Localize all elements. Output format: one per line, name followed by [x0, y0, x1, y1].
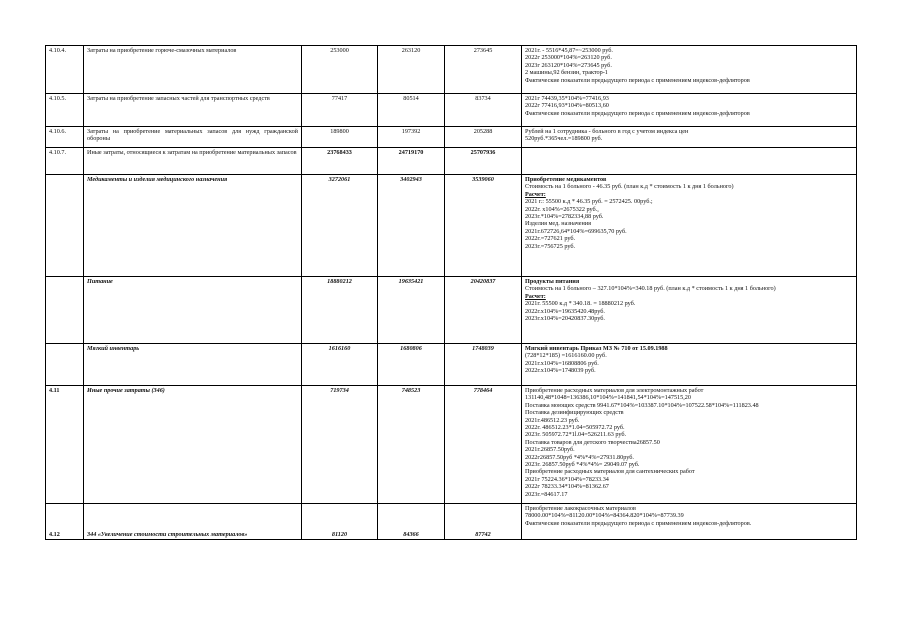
row-notes — [522, 344, 857, 386]
row-code — [46, 277, 84, 344]
note-line: 2022г 253000*104%=263120 руб. — [525, 54, 612, 62]
calc-label: Расчет: — [525, 292, 546, 300]
note-line: 2022г 78233.34*104%=81362.67 — [525, 483, 609, 491]
value-2023: 20420837 — [445, 277, 522, 344]
value-2023: 205288 — [445, 127, 522, 148]
budget-table — [45, 45, 857, 540]
calc-line: 2022г.х104%=19635420.48руб. — [525, 307, 605, 315]
value-2021: 719734 — [302, 386, 378, 504]
value-2021: 3272061 — [302, 175, 378, 277]
note-line: 2021г.486512.23 руб. — [525, 416, 580, 424]
note-line: 2023г. 26857.50руб *4%*4%= 29049.07 руб. — [525, 461, 640, 469]
value-2023: 25707936 — [445, 148, 522, 175]
value-2022: 748523 — [378, 386, 445, 504]
note-line: 2021г 75224.36*104%=78233.34 — [525, 475, 609, 483]
row-name: Иные затраты, относящиеся к затратам на приобретение материальных запасов — [84, 148, 302, 175]
value-2021: 81120 — [302, 504, 378, 540]
row-notes — [522, 127, 857, 148]
row-code — [46, 175, 84, 277]
note-line: Фактические показатели предыдущего периода с применением индексов-дефляторов — [525, 76, 750, 84]
note-line: 2021г. - 5516*45,87=~253000 руб. — [525, 47, 613, 54]
row-notes — [522, 148, 857, 175]
calc-line: 2022г. х104%=2675322 руб., — [525, 205, 599, 213]
calc-line: 2023г.=756725 руб. — [525, 242, 576, 250]
row-notes — [522, 504, 857, 540]
note-heading: Приобретение медикаментов — [525, 176, 607, 183]
budget-table-page — [45, 45, 856, 540]
note-line: 2022г26857.50руб *4%*4%=27931.80руб. — [525, 453, 634, 461]
value-2022: 1680806 — [378, 344, 445, 386]
row-name: Затраты на приобретение запасных частей для транспортных средств — [84, 94, 302, 127]
row-notes — [522, 386, 857, 504]
value-2023: 273645 — [445, 46, 522, 94]
value-2021: 1616160 — [302, 344, 378, 386]
note-line: Приобретение расходных материалов для сантехнических работ — [525, 468, 695, 476]
value-2022: 80514 — [378, 94, 445, 127]
row-name: Затраты на приобретение материальных запасов для нужд гражданской обороны — [84, 127, 302, 148]
note-heading: Продукты питания — [525, 278, 580, 285]
note-line: 2021г.х104%=16808806 руб. — [525, 359, 599, 367]
calc-line: 2021г.672726,64*104%=699635,70 руб. — [525, 227, 627, 235]
table-row — [46, 386, 857, 504]
table-row — [46, 94, 857, 127]
note-line: 2023г.=84617.17 — [525, 490, 568, 498]
calc-line: 2023г.*104%=2782334,88 руб. — [525, 213, 604, 221]
table-row — [46, 148, 857, 175]
note-line: 2021г 74439,35*104%=77416,93 — [525, 95, 609, 102]
value-2023: 83734 — [445, 94, 522, 127]
value-2021: 189800 — [302, 127, 378, 148]
note-line: Фактические показатели предыдущего периода с применением индексов-дефляторов — [525, 109, 750, 117]
value-2023: 1748039 — [445, 344, 522, 386]
note-line: Приобретение лакокрасочных материалов — [525, 505, 636, 512]
table-row — [46, 175, 857, 277]
table-row — [46, 127, 857, 148]
note-line: Рублей на 1 сотрудника - больного в год с учетом индекса цен — [525, 128, 689, 135]
note-line: 2022г. 486512.23*1.04=505972.72 руб. — [525, 424, 625, 432]
note-line: Поставка дезинфицирующих средств — [525, 409, 624, 417]
row-name: Иные прочие затраты (346) — [84, 386, 302, 504]
row-notes — [522, 46, 857, 94]
note-line: 2022г.х104%=1748039 руб. — [525, 367, 596, 375]
value-2023: 3539060 — [445, 175, 522, 277]
row-name: Затраты на приобретение горюче-смазочных материалов — [84, 46, 302, 94]
row-name: 344 «Увеличение стоимости строительных материалов» — [84, 504, 302, 540]
value-2022: 197392 — [378, 127, 445, 148]
note-line: 131140,48*1048=136386,10*104%=141841,54*104%=147515,20 — [525, 394, 691, 402]
note-line: Приобретение расходных материалов для электромонтажных работ — [525, 387, 704, 394]
note-line: 2023г. 505972.72*1l.04=526211.63 руб. — [525, 431, 627, 439]
note-line: 2021г.26857.50руб. — [525, 446, 575, 454]
note-line: Фактические показатели предыдущего периода с применением индексов-дефляторов. — [525, 519, 752, 527]
note-line: 2023г 263120*104%=273645 руб. — [525, 61, 612, 69]
note-heading: Мягкий инвентарь Приказ МЗ № 710 от 15.09.1988 — [525, 345, 668, 352]
calc-line: 2021г. 55500 к.д * 340.18. = 18880212 руб. — [525, 300, 636, 308]
calc-label: Расчет: — [525, 190, 546, 198]
row-notes — [522, 175, 857, 277]
row-code: 4.10.4. — [46, 46, 84, 94]
calc-line: Изделия мед. назначения — [525, 220, 591, 228]
row-notes — [522, 277, 857, 344]
row-code: 4.10.5. — [46, 94, 84, 127]
note-line: 78000.00*104%=81120.00*104%=84364.820*104%=87739.39 — [525, 512, 684, 520]
table-row — [46, 46, 857, 94]
note-line: Стоимость на 1 больного – 327.10*104%=340.18 руб. (план к.д * стоимость 1 к дня 1 больного) — [525, 285, 776, 293]
row-code — [46, 344, 84, 386]
value-2023: 87742 — [445, 504, 522, 540]
table-row — [46, 277, 857, 344]
value-2021: 77417 — [302, 94, 378, 127]
value-2021: 18880212 — [302, 277, 378, 344]
row-name: Питание — [84, 277, 302, 344]
value-2022: 3402943 — [378, 175, 445, 277]
note-line: 520руб.*365чел.=189800 руб. — [525, 135, 603, 143]
note-line: (728*12*185) =1616160.00 руб. — [525, 352, 607, 360]
value-2021: 253000 — [302, 46, 378, 94]
calc-line: 2022г.=727621 руб. — [525, 235, 576, 243]
note-line: Стоимость на 1 больного - 46.35 руб. (план к.д * стоимость 1 к дня 1 больного) — [525, 183, 734, 191]
calc-line: 2021 г.: 55500 к.д * 46.35 руб. = 2572425. 00руб.; — [525, 198, 653, 206]
note-line: Поставка товаров для детского творчества26857.50 — [525, 438, 660, 446]
row-notes — [522, 94, 857, 127]
calc-line: 2023г.х104%=20420837.30руб. — [525, 315, 605, 323]
note-line: Поставка моющих средств 9941.67*104%=103387.10*104%=107522.58*104%=111823.48 — [525, 401, 759, 409]
row-code: 4.11 — [46, 386, 84, 504]
note-line: 2 машины,92 бензин, трактор-1 — [525, 69, 608, 77]
value-2022: 263120 — [378, 46, 445, 94]
table-row — [46, 344, 857, 386]
value-2022: 24719170 — [378, 148, 445, 175]
table-row — [46, 504, 857, 540]
value-2022: 19635421 — [378, 277, 445, 344]
row-name: Медикаменты и изделия медицинского назначения — [84, 175, 302, 277]
row-name: Мягкий инвентарь — [84, 344, 302, 386]
note-line: 2022г 77416,93*104%=80513,60 — [525, 102, 609, 110]
value-2021: 23768433 — [302, 148, 378, 175]
value-2023: 778464 — [445, 386, 522, 504]
value-2022: 84366 — [378, 504, 445, 540]
row-code: 4.10.6. — [46, 127, 84, 148]
row-code: 4.12 — [46, 504, 84, 540]
row-code: 4.10.7. — [46, 148, 84, 175]
